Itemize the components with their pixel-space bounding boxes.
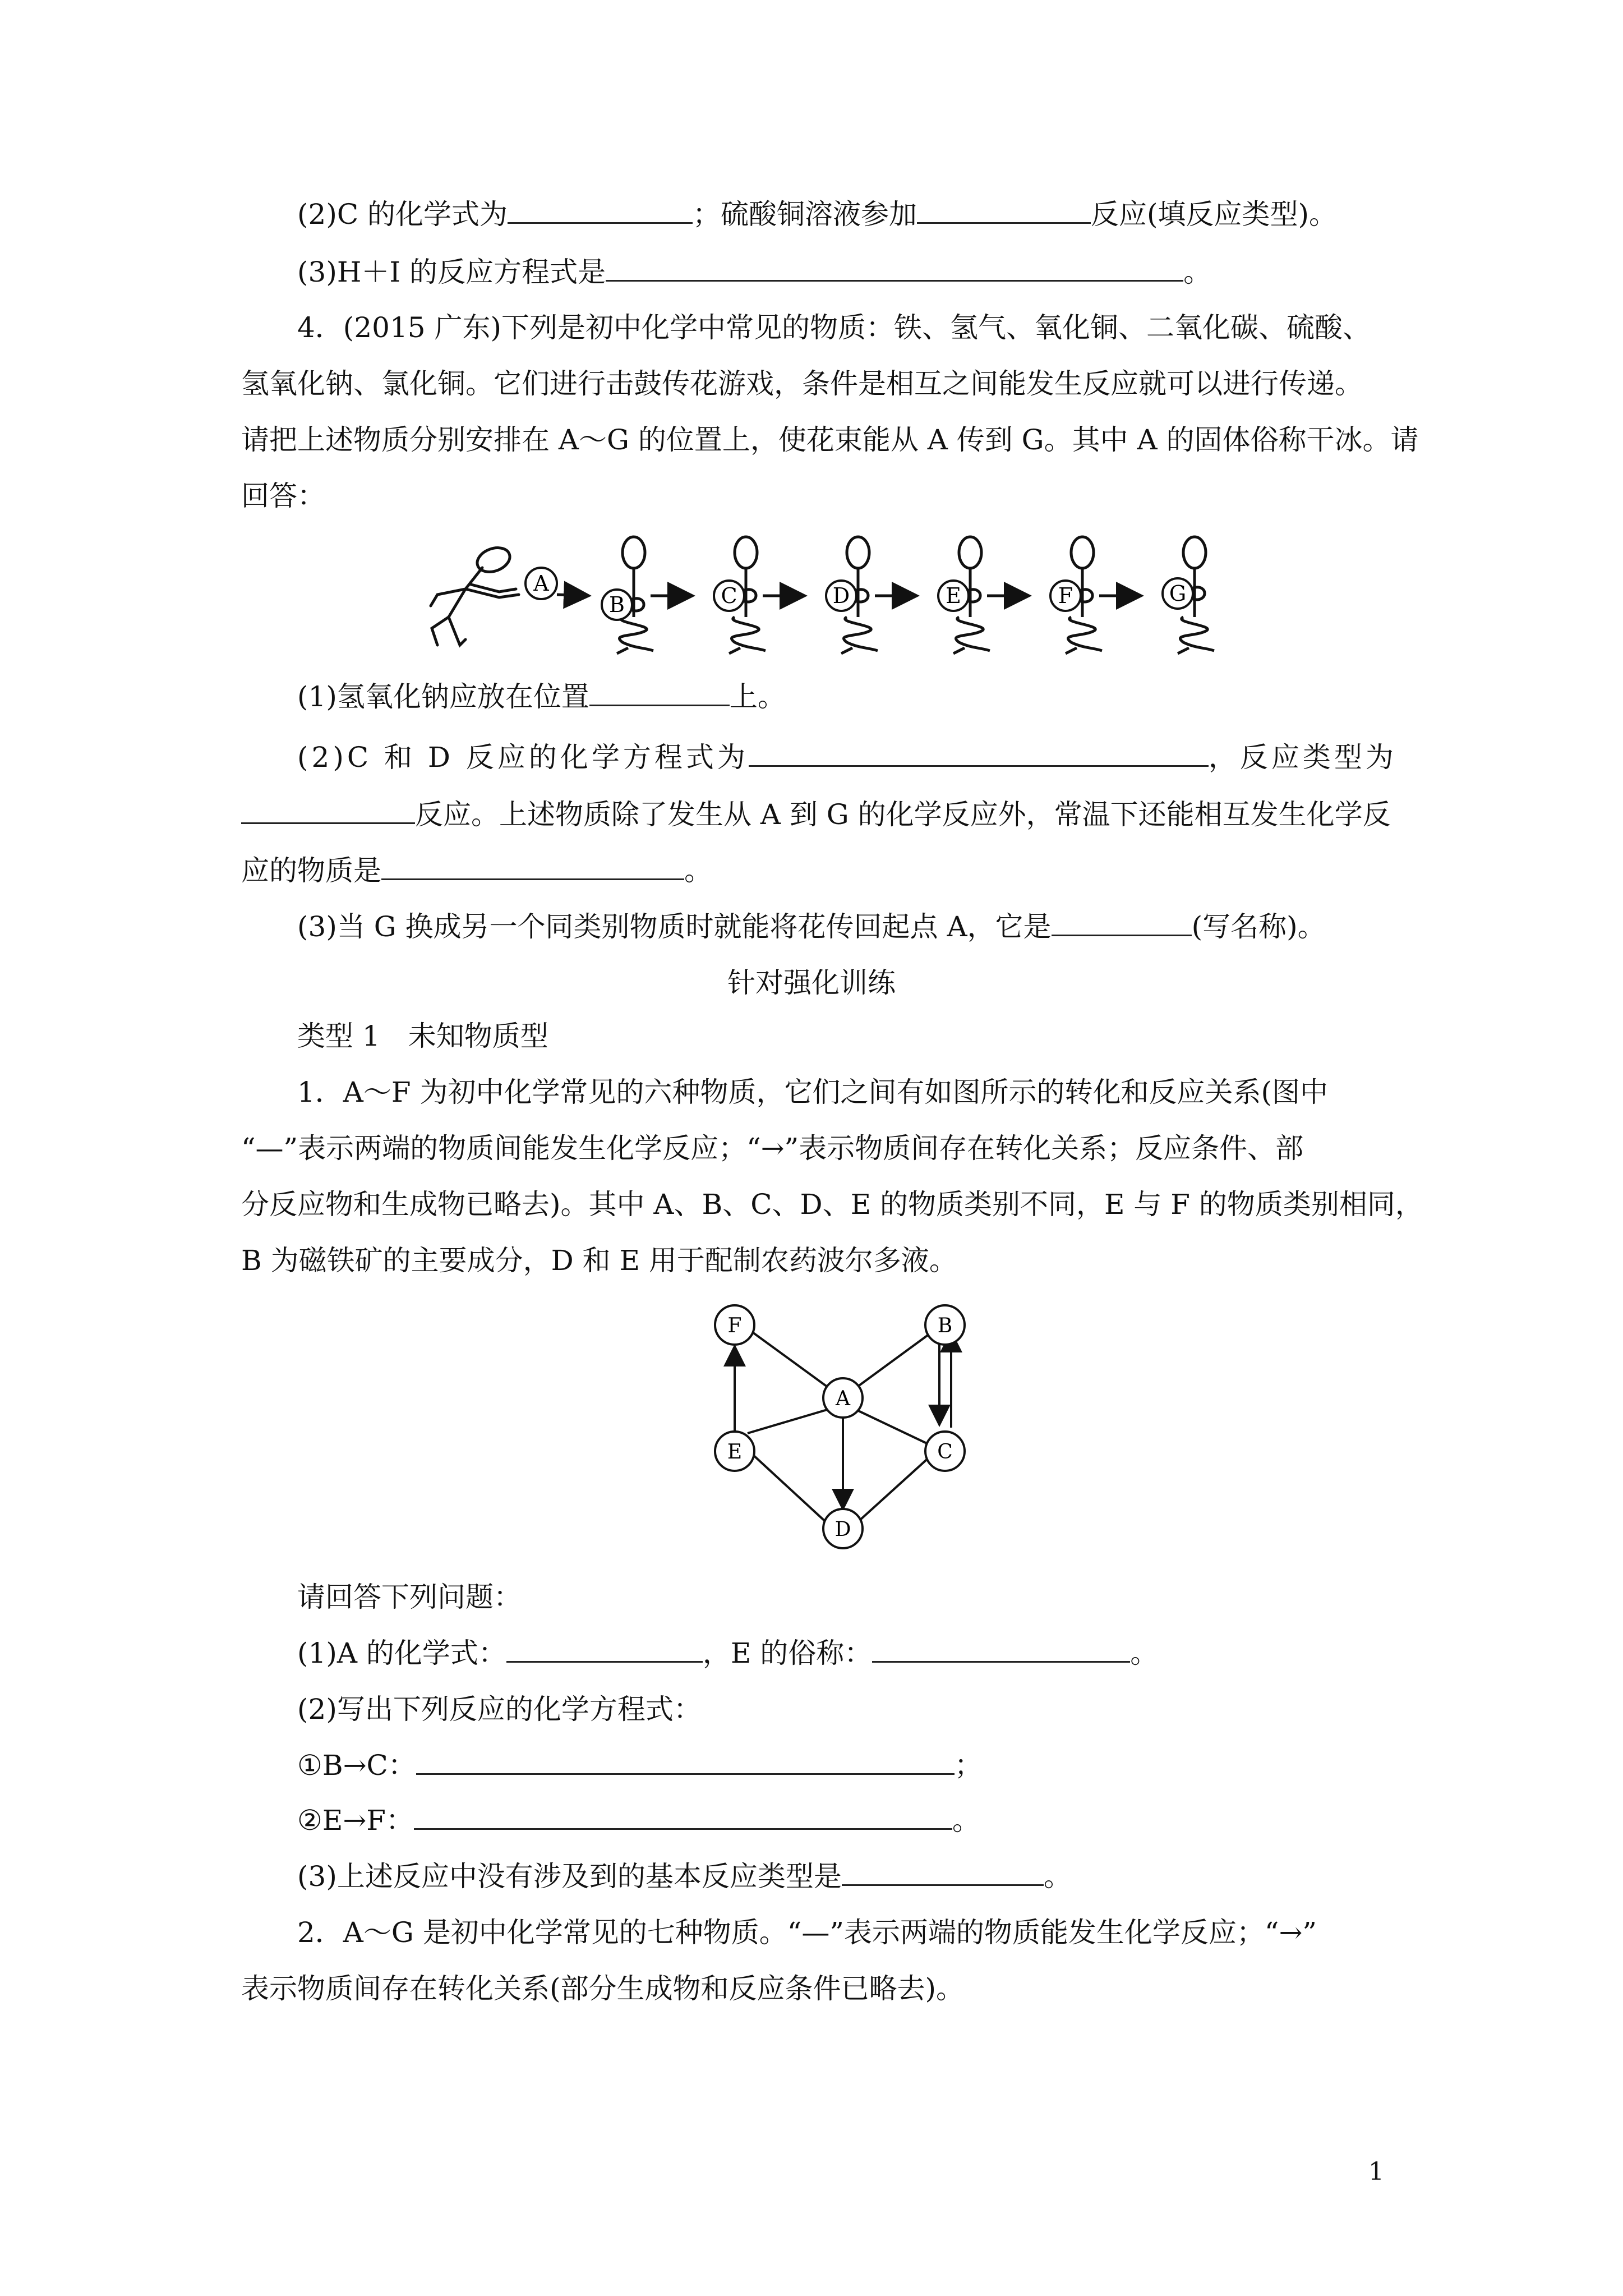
flower-label: G (1169, 581, 1187, 606)
answer-blank[interactable] (241, 797, 415, 824)
q4-part2-text-c: 反应。上述物质除了发生从 A 到 G 的化学反应外，常温下还能相互发生化学反 (415, 798, 1391, 831)
q3-line-3 (297, 254, 1211, 290)
player-e (938, 537, 1029, 654)
p1-stem-line-1: 1．A～F 为初中化学常见的六种物质，它们之间有如图所示的转化和反应关系(图中 (297, 1076, 1329, 1108)
node-f (715, 1305, 754, 1345)
flower-label: F (1058, 583, 1073, 608)
flower-label: D (832, 583, 850, 608)
q4-part2-line-2 (241, 797, 1391, 832)
p1-part1-end: 。 (1130, 1637, 1159, 1669)
p1-part2-2-end: 。 (952, 1804, 980, 1837)
q4-part2-text-d: 应的物质是 (241, 854, 381, 887)
node-d (823, 1509, 863, 1548)
q4-part3 (297, 909, 1326, 945)
p1-stem-line-3: 分反应物和生成物已略去)。其中 A、B、C、D、E 的物质类别不同，E 与 F 的物质类别相同， (241, 1188, 1423, 1221)
p1-part1-text: (1)A 的化学式： (297, 1637, 506, 1669)
node-label: C (937, 1441, 953, 1464)
flower-node-a (525, 568, 557, 599)
player-c (714, 537, 805, 654)
section-title: 针对强化训练 (727, 967, 896, 999)
p1-part3 (297, 1858, 1072, 1894)
p1-part2-2-text: ②E→F： (297, 1804, 414, 1837)
flower-passing-figure (426, 533, 1256, 662)
relation-diagram (701, 1290, 981, 1554)
p1-part2-2 (297, 1802, 980, 1838)
flower-label: A (533, 571, 549, 596)
answer-blank[interactable] (508, 196, 693, 224)
answer-blank[interactable] (917, 196, 1091, 224)
node-b (925, 1305, 965, 1345)
q4-part1 (297, 679, 786, 715)
q4-part3-end: (写名称)。 (1191, 910, 1326, 943)
node-a (823, 1378, 863, 1418)
answer-blank[interactable] (872, 1635, 1130, 1663)
p1-part3-text: (3)上述反应中没有涉及到的基本反应类型是 (297, 1860, 842, 1893)
q4-part2-end: 。 (684, 854, 712, 887)
node-e (715, 1432, 754, 1471)
node-label: F (727, 1314, 742, 1337)
q4-stem-line-1: 4．(2015 广东)下列是初中化学中常见的物质：铁、氢气、氧化铜、二氧化碳、硫酸、 (297, 311, 1371, 344)
answer-blank[interactable] (381, 853, 684, 880)
q4-part3-text: (3)当 G 换成另一个同类别物质时就能将花传回起点 A，它是 (297, 910, 1052, 943)
node-c (925, 1432, 965, 1471)
q4-stem-line-2: 氢氧化钠、氯化铜。它们进行击鼓传花游戏，条件是相互之间能发生反应就可以进行传递。 (241, 367, 1363, 400)
q4-part1-text: (1)氢氧化钠应放在位置 (297, 680, 589, 713)
p1-part2-1-text: ①B→C： (297, 1749, 416, 1782)
q4-part2-line-1 (297, 739, 1397, 775)
answer-blank[interactable] (842, 1858, 1044, 1886)
q3-part2-text-c: 反应(填反应类型)。 (1090, 198, 1337, 231)
player-b (602, 537, 693, 654)
q3-part3-text: (3)H＋I 的反应方程式是 (297, 256, 606, 288)
p1-stem-line-2: “—”表示两端的物质间能发生化学反应；“→”表示物质间存在转化关系；反应条件、部 (241, 1132, 1304, 1165)
p1-part1-text-b: ，E 的俗称： (702, 1637, 873, 1669)
node-label: B (937, 1314, 953, 1337)
flower-label: C (721, 583, 737, 608)
p2-stem-line-1: 2．A～G 是初中化学常见的七种物质。“—”表示两端的物质能发生化学反应；“→” (297, 1916, 1317, 1949)
p1-part3-end: 。 (1043, 1860, 1072, 1893)
q3-line-2 (297, 196, 1337, 232)
page-number: 1 (1368, 2157, 1384, 2186)
player-d (826, 537, 917, 654)
q4-stem-line-4: 回答： (241, 480, 325, 512)
p1-ask: 请回答下列问题： (297, 1581, 522, 1613)
answer-blank[interactable] (749, 739, 1209, 767)
p1-part1 (297, 1635, 1158, 1671)
flower-label: E (946, 583, 961, 608)
p2-stem-line-2: 表示物质间存在转化关系(部分生成物和反应条件已略去)。 (241, 1972, 965, 2005)
p1-part2-1 (297, 1747, 983, 1783)
p1-part2-1-end: ； (954, 1749, 983, 1782)
q4-stem-line-3: 请把上述物质分别安排在 A～G 的位置上，使花束能从 A 传到 G。其中 A 的固体俗称干冰。请 (241, 424, 1419, 456)
answer-blank[interactable] (414, 1802, 952, 1830)
p1-part2: (2)写出下列反应的化学方程式： (297, 1693, 702, 1726)
p1-stem-line-4: B 为磁铁矿的主要成分，D 和 E 用于配制农药波尔多液。 (241, 1244, 957, 1277)
q4-part2-text-b: ，反应类型为 (1208, 741, 1397, 774)
node-label: A (836, 1387, 850, 1410)
answer-blank[interactable] (606, 254, 1183, 282)
node-label: E (727, 1441, 743, 1464)
node-label: D (834, 1518, 851, 1541)
q3-part2-text: (2)C 的化学式为 (297, 198, 508, 231)
flower-label: B (609, 592, 625, 617)
answer-blank[interactable] (416, 1747, 955, 1775)
answer-blank[interactable] (589, 679, 730, 706)
q3-part3-end: 。 (1183, 256, 1212, 288)
answer-blank[interactable] (1052, 909, 1192, 936)
player-f (1050, 537, 1141, 654)
q4-part2-text: (2)C 和 D 反应的化学方程式为 (297, 741, 749, 774)
player-g (1163, 537, 1214, 654)
q3-part2-text-b: ；硫酸铜溶液参加 (692, 198, 917, 231)
q4-part2-line-3 (241, 853, 712, 889)
type-heading: 类型 1 未知物质型 (297, 1020, 548, 1052)
q4-part1-end: 上。 (729, 680, 786, 713)
answer-blank[interactable] (506, 1635, 703, 1663)
